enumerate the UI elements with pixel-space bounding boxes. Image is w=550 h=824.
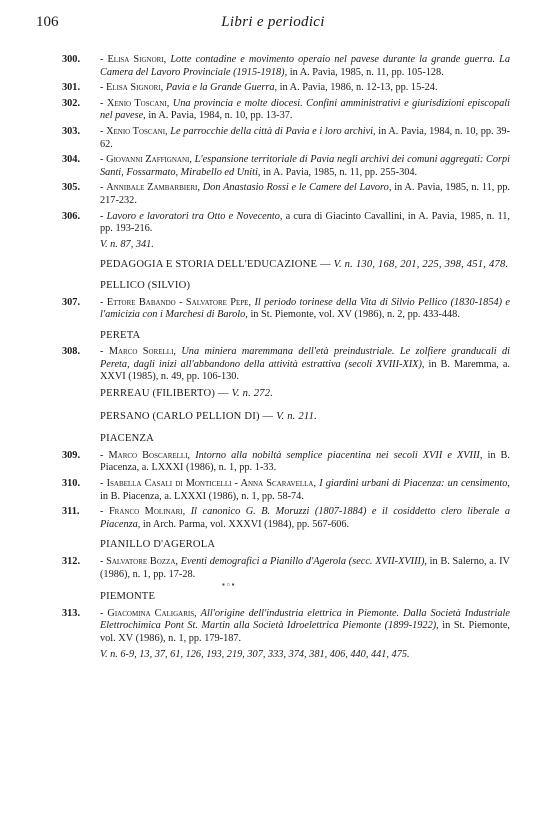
entry-separator: -	[100, 346, 109, 358]
entry-303	[62, 126, 510, 151]
entry-author: Xenio Toscani	[106, 125, 166, 137]
entry-comma: ,	[248, 296, 255, 308]
entry-comma: ,	[163, 54, 171, 65]
entry-citation: , in B. Maremma, a. XXVI (1985), n. 49, pp. 106-130.	[100, 358, 510, 383]
entry-302	[62, 98, 510, 123]
entry-number: 309.	[62, 449, 81, 461]
entry-separator: -	[100, 506, 109, 518]
entry-304	[62, 154, 510, 179]
entry-number: 313.	[62, 607, 81, 619]
entry-311	[62, 506, 510, 531]
entry-citation: , a cura di Giacinto Cavallini, in A. Pavia, 1985, n. 11, pp. 193-216.	[100, 210, 511, 235]
entry-number: 300.	[62, 54, 81, 65]
bibliography-body	[62, 54, 510, 669]
entry-author: Elisa Signori	[106, 82, 161, 94]
entry-citation: , in St. Piemonte, vol. XV (1986), n. 2, pp. 433-448.	[245, 309, 460, 321]
entry-author: Giovanni Zaffignani	[106, 154, 190, 166]
entry-number: 303.	[62, 125, 81, 137]
entry-number: 311.	[62, 506, 80, 518]
entry-separator: -	[100, 154, 107, 166]
entry-309	[62, 450, 510, 475]
entry-author: Marco Sorelli	[108, 346, 174, 358]
entry-title: Lavoro e lavoratori tra Otto e Novecento	[106, 210, 280, 222]
entry-comma: ,	[166, 97, 173, 109]
entry-comma: ,	[187, 449, 196, 461]
stray-print-marks: ▪ ▫ ▪	[222, 580, 235, 590]
entry-author: Salvatore Bozza	[106, 556, 176, 567]
subject-heading-pereta: PERETA	[100, 329, 141, 341]
entry-title: I giardini urbani di Piacenza: un censimento	[319, 478, 508, 490]
entry-separator: -	[100, 210, 107, 222]
entry-comma: ,	[313, 478, 320, 490]
entry-title: Pavia e la Grande Guerra	[165, 82, 275, 94]
entry-comma: ,	[165, 125, 171, 137]
entry-citation: , in A. Pavia, 1985, n. 11, pp. 105-128.	[284, 66, 444, 78]
entry-separator: -	[100, 449, 109, 461]
subject-title: PERREAU (FILIBERTO) —	[100, 388, 232, 400]
entry-title: Il canonico G. B. Moruzzi (1807-1884) e il cosiddetto clero liberale a Piacenza	[100, 506, 510, 530]
entry-author: Xenio Toscani	[106, 97, 167, 109]
entry-number: 306.	[62, 210, 81, 222]
entry-title: Lotte contadine e movimento operaio nel pavese durante la grande guerra. La Camera del Lavoro Provinciale (1915-1918)	[100, 54, 510, 78]
entry-title: Una provincia e molte diocesi. Confini amministrativi e giurisdizioni episcopali nel pavese	[100, 97, 511, 122]
page-number: 106	[36, 14, 59, 30]
entry-title: Intorno alla nobiltà semplice piacentina nei secoli XVII e XVIII	[195, 449, 480, 461]
entry-title: Il periodo torinese della Vita di Silvio Pellico (1830-1854) e l'amicizia con i Marchesi di Barolo	[100, 296, 511, 321]
entry-308	[62, 346, 510, 384]
entries-group-pavia	[62, 54, 510, 236]
subject-heading-piacenza: PIACENZA	[100, 433, 154, 445]
entry-author: Isabella Casali di Monticelli - Anna Scaravella	[106, 478, 314, 490]
entry-comma: ,	[197, 182, 203, 194]
entry-separator: -	[100, 82, 107, 94]
entry-number: 304.	[62, 154, 81, 166]
entry-separator: -	[100, 607, 108, 619]
entry-313	[62, 608, 510, 646]
entry-separator: -	[100, 478, 107, 490]
entry-number: 308.	[62, 346, 81, 358]
running-title: Libri e periodici	[221, 14, 325, 30]
entry-title: Eventi demografici a Pianillo d'Agerola (secc. XVII-XVIII)	[180, 556, 425, 567]
entry-citation: , in B. Salerno, a. IV (1986), n. 1, pp. 17-28.	[100, 556, 510, 580]
entry-separator: -	[100, 182, 107, 194]
entry-306	[62, 211, 510, 236]
entry-separator: -	[100, 54, 108, 65]
entry-separator: -	[100, 296, 107, 308]
subject-reference: V. n. 272.	[231, 388, 274, 400]
entry-title: Don Anastasio Rossi e le Camere del Lavoro	[202, 182, 389, 194]
entry-comma: ,	[173, 346, 182, 358]
entry-citation: , in B. Piacenza, a. LXXXI (1986), n. 1, pp. 58-74.	[100, 478, 510, 502]
entry-citation: , in A. Pavia, 1986, n. 12-13, pp. 15-24.	[274, 82, 438, 94]
entry-comma: ,	[189, 154, 195, 166]
entry-author: Marco Boscarelli	[108, 449, 188, 461]
entry-number: 310.	[62, 478, 81, 490]
entry-citation: , in A. Pavia, 1985, n. 11, pp. 255-304.	[257, 166, 418, 178]
entry-title: L'espansione territoriale di Pavia negli archivi dei comuni aggregati: Corpi Santi, Fossarmato, Mirabello ed Uniti	[100, 154, 511, 178]
entry-title: Una miniera maremmana dell'età preindustriale. Le zolfiere granducali di Pereta, dagli inizi all'abbandono della attività estrattiva (secoli XVIII-XIX)	[100, 346, 510, 370]
entry-author: Giacomina Caligaris	[107, 607, 195, 619]
entry-citation: , in A. Pavia, 1985, n. 11, pp. 217-232.	[100, 182, 511, 206]
entry-305	[62, 182, 510, 207]
entry-author: Annibale Zambarbieri	[106, 182, 198, 194]
subject-heading-pianillo: PIANILLO D'AGEROLA	[100, 539, 216, 551]
subject-heading-pellico: PELLICO (SILVIO)	[100, 279, 191, 291]
entry-author: Franco Molinari	[108, 506, 183, 518]
cross-reference: V. n. 87, 341.	[100, 238, 154, 250]
entry-comma: ,	[175, 556, 181, 567]
subject-title: PERSANO (CARLO PELLION DI) —	[100, 410, 277, 422]
entry-citation: , in St. Piemonte, vol. XV (1986), n. 1, pp. 179-187.	[100, 620, 511, 644]
entry-citation: , in A. Pavia, 1984, n. 10, pp. 39-62.	[100, 125, 511, 150]
running-head	[36, 14, 510, 34]
entry-310	[62, 478, 510, 503]
entry-comma: ,	[194, 607, 201, 619]
subject-heading-piemonte: PIEMONTE	[100, 591, 156, 603]
subject-reference: V. n. 130, 168, 201, 225, 398, 451, 478.	[333, 259, 509, 271]
entry-title: Le parrocchie della città di Pavia e i loro archivi	[170, 125, 374, 137]
entry-comma: ,	[182, 506, 191, 518]
entry-300	[62, 54, 510, 79]
entry-citation: , in Arch. Parma, vol. XXXVI (1984), pp. 567-606.	[137, 518, 350, 530]
entry-citation: , in A. Pavia, 1984, n. 10, pp. 13-37.	[143, 110, 293, 122]
subject-reference: V. n. 211.	[276, 410, 317, 422]
subject-heading-perreau	[62, 388, 510, 401]
entry-title: All'origine dell'industria elettrica in Piemonte. Dalla Società Industriale Elettrochimica Pont St. Martin alla Società Idroelettrica Piemonte (1899-1922)	[100, 607, 510, 632]
entry-comma: ,	[160, 82, 166, 94]
subject-heading-pedagogia	[62, 259, 510, 272]
entry-number: 312.	[62, 556, 81, 567]
entry-separator: -	[100, 556, 107, 567]
subject-title: PEDAGOGIA E STORIA DELL'EDUCAZIONE —	[100, 259, 334, 271]
entry-separator: -	[100, 125, 107, 137]
cross-reference: V. n. 6-9, 13, 37, 61, 126, 193, 219, 307, 333, 374, 381, 406, 440, 441, 475.	[100, 648, 410, 660]
entry-citation: , in B. Piacenza, a. LXXXI (1986), n. 1, pp. 1-33.	[100, 449, 510, 474]
entry-separator: -	[100, 97, 107, 109]
entry-312	[62, 556, 510, 581]
entry-307	[62, 297, 510, 322]
entry-author: Elisa Signori	[107, 54, 164, 65]
entry-author: Ettore Babando - Salvatore Pepe	[106, 296, 249, 308]
entry-number: 307.	[62, 296, 81, 308]
entries-group-piacenza	[62, 450, 510, 532]
entry-301	[62, 82, 510, 95]
entry-number: 302.	[62, 97, 81, 109]
subject-heading-persano	[62, 411, 510, 424]
entry-number: 301.	[62, 82, 81, 94]
entry-number: 305.	[62, 182, 81, 194]
